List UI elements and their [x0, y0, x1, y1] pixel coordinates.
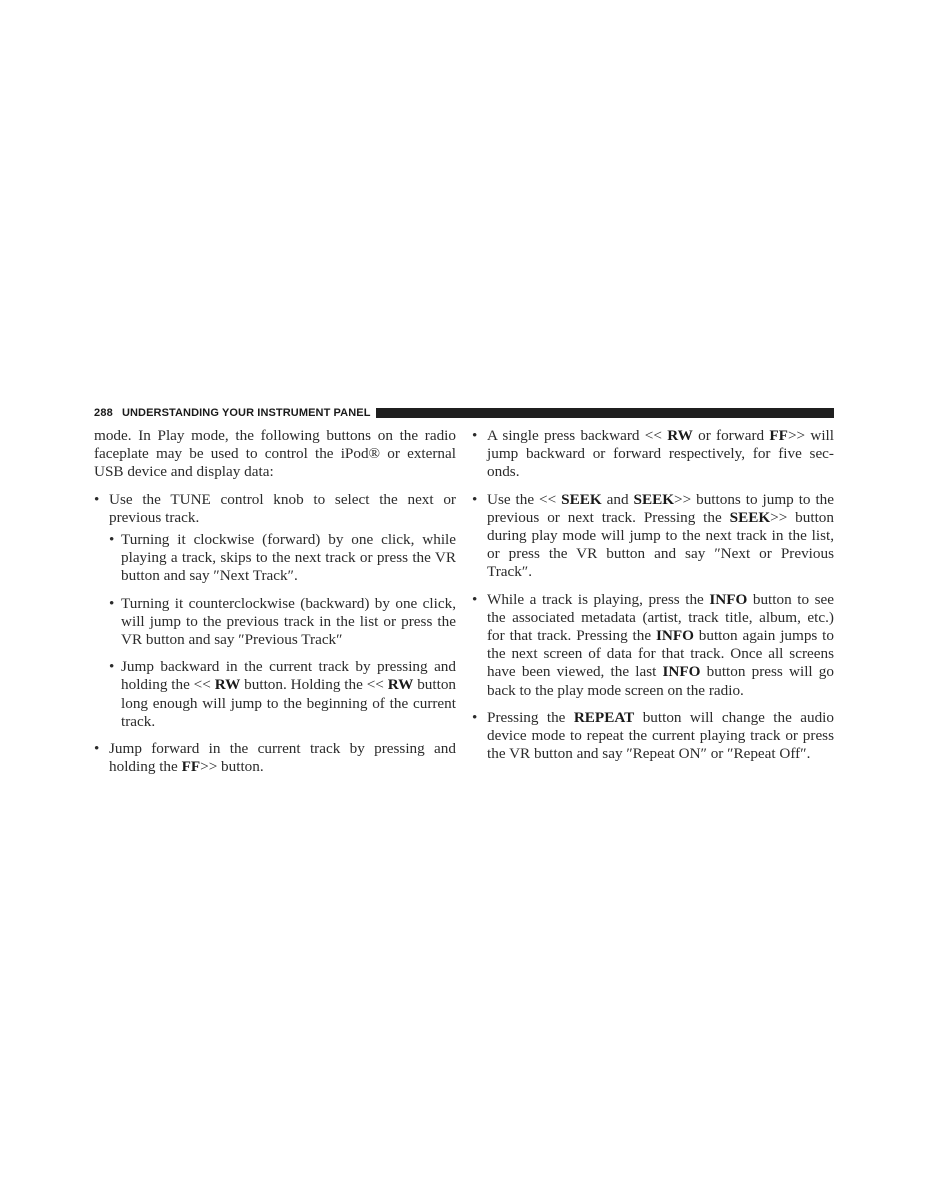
sub-list-item-text: Turning it clockwise (forward) by one click, while playing a track, skips to the next track or press the VR button and say ″Next Track″.	[121, 531, 456, 585]
rw-label: RW	[214, 676, 241, 694]
bullet-icon: •	[94, 740, 100, 758]
page-header	[94, 406, 834, 420]
list-item-text: A single press backward << RW or forward FF>> will jump backward or forward respectively, for five sec-onds.	[487, 427, 834, 481]
ff-label: FF	[769, 427, 788, 444]
intro-paragraph: mode. In Play mode, the following buttons on the radio faceplate may be used to control the iPod® or external USB device and display data:	[94, 427, 456, 481]
bullet-icon: •	[472, 427, 478, 444]
bullet-icon: •	[472, 708, 478, 726]
info-label: INFO	[655, 627, 694, 645]
list-item	[472, 591, 834, 700]
list-item-text: Use the << SEEK and SEEK>> buttons to jump to the previous or next track. Pressing the SEEK>> button during play mode will jump to the next track in the list, or press the VR button and say ″Next or Previous Track″.	[487, 490, 834, 581]
bullet-icon: •	[109, 658, 115, 676]
sub-list-item	[94, 531, 456, 586]
sub-list-item-text: Turning it counterclockwise (backward) by one click, will jump to the previous track in the list or press the VR button and say ″Previous Track″	[121, 594, 456, 649]
left-column	[94, 427, 456, 776]
list-item	[472, 709, 834, 764]
list-item	[94, 491, 456, 527]
page-number: 288	[94, 407, 113, 419]
list-item	[472, 491, 834, 582]
bullet-icon: •	[472, 490, 478, 508]
rw-label: RW	[387, 676, 414, 694]
header-rule	[376, 408, 834, 418]
seek-label: SEEK	[561, 490, 602, 508]
bullet-icon: •	[472, 590, 478, 608]
list-item-text: Use the TUNE control knob to select the next or previous track.	[109, 490, 456, 526]
repeat-label: REPEAT	[573, 708, 635, 726]
bullet-icon: •	[109, 594, 115, 612]
list-item-text: Jump forward in the current track by pressing and holding the FF>> button.	[109, 740, 456, 776]
seek-label: SEEK	[633, 490, 675, 508]
rw-label: RW	[667, 427, 693, 444]
sub-list-item	[94, 658, 456, 731]
sub-list-item	[94, 595, 456, 650]
bullet-icon: •	[94, 490, 100, 508]
list-item	[472, 427, 834, 482]
sub-list-item-text: Jump backward in the current track by pressing and holding the << RW button. Holding the << RW button long enough will jump to the beginning of the current track.	[121, 658, 457, 730]
list-item-text: Pressing the REPEAT button will change the audio device mode to repeat the current playing track or press the VR button and say ″Repeat ON″ or ″Repeat Off″.	[487, 708, 834, 763]
section-title: UNDERSTANDING YOUR INSTRUMENT PANEL	[121, 407, 371, 419]
ff-label: FF	[181, 758, 201, 776]
seek-label: SEEK	[729, 508, 771, 526]
info-label: INFO	[709, 590, 748, 608]
list-item-text: While a track is playing, press the INFO button to see the associated metadata (artist, track title, album, etc.) for that track. Pressing the INFO button again jumps to the next screen of data for that track. Once all screens have been viewed, the last INFO button press will go back to the play mode screen on the radio.	[487, 590, 834, 699]
info-label: INFO	[662, 663, 701, 681]
list-item	[94, 740, 456, 776]
right-column	[472, 427, 834, 763]
bullet-icon: •	[109, 531, 115, 549]
